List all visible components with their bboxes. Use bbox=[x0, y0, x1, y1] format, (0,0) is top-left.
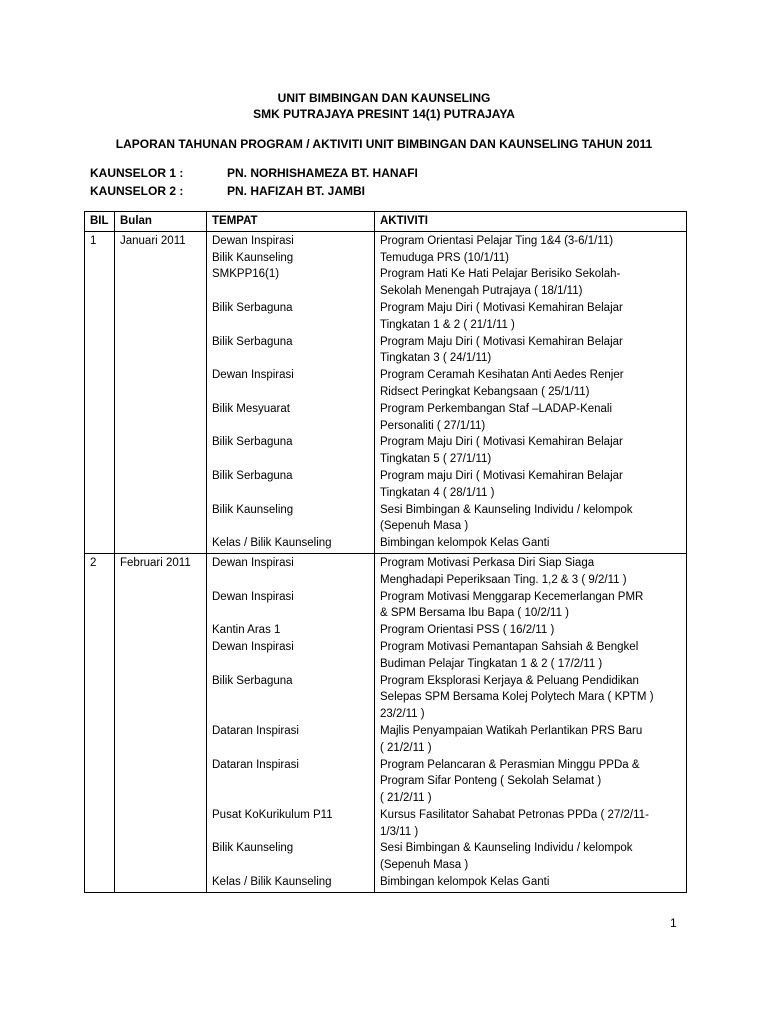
aktiviti-line: Ridsect Peringkat Kebangsaan ( 25/1/11) bbox=[380, 385, 590, 398]
tempat-line bbox=[212, 740, 369, 757]
aktiviti-line: Tingkatan 4 ( 28/1/11 ) bbox=[380, 486, 495, 499]
aktiviti-line: Menghadapi Peperiksaan Ting. 1,2 & 3 ( 9/2/11 ) bbox=[380, 573, 627, 586]
aktiviti-cell bbox=[375, 553, 687, 892]
aktiviti-line: (Sepenuh Masa ) bbox=[380, 859, 469, 872]
tempat-line bbox=[212, 485, 369, 502]
tempat-line: Dewan Inspirasi bbox=[212, 369, 294, 382]
aktiviti-line: Temuduga PRS (10/1/11) bbox=[380, 251, 509, 264]
bil-cell: 2 bbox=[85, 553, 115, 892]
tempat-line: Bilik Serbaguna bbox=[212, 301, 293, 314]
tempat-line: Dataran Inspirasi bbox=[212, 758, 299, 771]
col-header-aktiviti: AKTIVITI bbox=[375, 212, 687, 232]
tempat-line bbox=[212, 790, 369, 807]
aktiviti-line: (Sepenuh Masa ) bbox=[380, 520, 469, 533]
table-row bbox=[85, 231, 687, 553]
aktiviti-line: Program Motivasi Pemantapan Sahsiah & Bengkel bbox=[380, 640, 639, 653]
table-row bbox=[85, 553, 687, 892]
tempat-line: Pusat KoKurikulum P11 bbox=[212, 808, 333, 821]
aktiviti-line: Tingkatan 1 & 2 ( 21/1/11 ) bbox=[380, 318, 515, 331]
aktiviti-line: Program Maju Diri ( Motivasi Kemahiran Belajar bbox=[380, 335, 623, 348]
tempat-line: Bilik Serbaguna bbox=[212, 469, 293, 482]
aktiviti-line: Sesi Bimbingan & Kaunseling Individu / kelompok bbox=[380, 842, 633, 855]
tempat-line: Bilik Serbaguna bbox=[212, 335, 293, 348]
tempat-line bbox=[212, 824, 369, 841]
aktiviti-cell bbox=[375, 231, 687, 553]
table-header-row bbox=[85, 212, 687, 232]
tempat-line bbox=[212, 656, 369, 673]
aktiviti-line: 1/3/11 ) bbox=[380, 825, 419, 838]
counsellor-2-name: PN. HAFIZAH BT. JAMBI bbox=[227, 184, 365, 198]
aktiviti-line: Tingkatan 5 ( 27/1/11) bbox=[380, 453, 492, 466]
tempat-line bbox=[212, 857, 369, 874]
tempat-line: Kelas / Bilik Kaunseling bbox=[212, 537, 332, 550]
tempat-line: Dataran Inspirasi bbox=[212, 724, 299, 737]
tempat-line: Bilik Kaunseling bbox=[212, 842, 294, 855]
tempat-line: Bilik Serbaguna bbox=[212, 436, 293, 449]
tempat-line: Bilik Mesyuarat bbox=[212, 402, 290, 415]
col-header-bil: BIL bbox=[85, 212, 115, 232]
aktiviti-line: Program Maju Diri ( Motivasi Kemahiran Belajar bbox=[380, 301, 623, 314]
tempat-line bbox=[212, 384, 369, 401]
tempat-line bbox=[212, 451, 369, 468]
tempat-cell bbox=[207, 553, 375, 892]
page-number: 1 bbox=[670, 916, 677, 930]
aktiviti-line: Personaliti ( 27/1/11) bbox=[380, 419, 486, 432]
col-header-bulan: Bulan bbox=[115, 212, 207, 232]
tempat-line: Dewan Inspirasi bbox=[212, 640, 294, 653]
tempat-line bbox=[212, 605, 369, 622]
aktiviti-line: Tingkatan 3 ( 24/1/11) bbox=[380, 352, 492, 365]
aktiviti-line: Program Motivasi Menggarap Kecemerlangan PMR bbox=[380, 590, 644, 603]
report-title: LAPORAN TAHUNAN PROGRAM / AKTIVITI UNIT BIMBINGAN DAN KAUNSELING TAHUN 2011 bbox=[115, 137, 653, 151]
counsellor-1-label: KAUNSELOR 1 : bbox=[90, 166, 184, 180]
aktiviti-line: ( 21/2/11 ) bbox=[380, 741, 432, 754]
tempat-line: Kantin Aras 1 bbox=[212, 624, 281, 637]
aktiviti-line: & SPM Bersama Ibu Bapa ( 10/2/11 ) bbox=[380, 607, 569, 620]
aktiviti-line: Program Pelancaran & Perasmian Minggu PPDa & bbox=[380, 758, 640, 771]
tempat-line bbox=[212, 317, 369, 334]
tempat-line: SMKPP16(1) bbox=[212, 268, 280, 281]
tempat-line bbox=[212, 518, 369, 535]
tempat-line bbox=[212, 350, 369, 367]
tempat-line: Bilik Kaunseling bbox=[212, 503, 294, 516]
tempat-line: Dewan Inspirasi bbox=[212, 590, 294, 603]
tempat-line: Bilik Serbaguna bbox=[212, 674, 293, 687]
aktiviti-line: Program maju Diri ( Motivasi Kemahiran Belajar bbox=[380, 469, 623, 482]
tempat-line: Kelas / Bilik Kaunseling bbox=[212, 876, 332, 889]
tempat-cell bbox=[207, 231, 375, 553]
tempat-line bbox=[212, 283, 369, 300]
unit-title: UNIT BIMBINGAN DAN KAUNSELING bbox=[277, 91, 491, 105]
tempat-line bbox=[212, 689, 369, 706]
aktiviti-line: Kursus Fasilitator Sahabat Petronas PPDa ( 27/2/11- bbox=[380, 808, 649, 821]
counsellor-1-name: PN. NORHISHAMEZA BT. HANAFI bbox=[227, 166, 418, 180]
bil-cell: 1 bbox=[85, 231, 115, 553]
tempat-line bbox=[212, 773, 369, 790]
activity-table bbox=[84, 211, 687, 893]
tempat-line bbox=[212, 418, 369, 435]
aktiviti-line: Program Orientasi PSS ( 16/2/11 ) bbox=[380, 624, 555, 637]
aktiviti-line: 23/2/11 ) bbox=[380, 708, 425, 721]
col-header-tempat: TEMPAT bbox=[207, 212, 375, 232]
aktiviti-line: Bimbingan kelompok Kelas Ganti bbox=[380, 876, 550, 889]
aktiviti-line: Selepas SPM Bersama Kolej Polytech Mara ( KPTM ) bbox=[380, 691, 654, 704]
bulan-cell: Januari 2011 bbox=[115, 231, 207, 553]
tempat-line bbox=[212, 706, 369, 723]
counsellor-2-label: KAUNSELOR 2 : bbox=[90, 184, 184, 198]
aktiviti-line: Program Motivasi Perkasa Diri Siap Siaga bbox=[380, 556, 595, 569]
aktiviti-line: Program Hati Ke Hati Pelajar Berisiko Sekolah- bbox=[380, 268, 621, 281]
aktiviti-line: ( 21/2/11 ) bbox=[380, 792, 432, 805]
aktiviti-line: Sekolah Menengah Putrajaya ( 18/1/11) bbox=[380, 285, 583, 298]
bulan-cell: Februari 2011 bbox=[115, 553, 207, 892]
aktiviti-line: Program Ceramah Kesihatan Anti Aedes Renjer bbox=[380, 369, 624, 382]
tempat-line bbox=[212, 572, 369, 589]
tempat-line: Dewan Inspirasi bbox=[212, 556, 294, 569]
aktiviti-line: Program Maju Diri ( Motivasi Kemahiran Belajar bbox=[380, 436, 623, 449]
school-name: SMK PUTRAJAYA PRESINT 14(1) PUTRAJAYA bbox=[253, 107, 515, 121]
aktiviti-line: Sesi Bimbingan & Kaunseling Individu / kelompok bbox=[380, 503, 633, 516]
aktiviti-line: Program Orientasi Pelajar Ting 1&4 (3-6/1/11) bbox=[380, 234, 614, 247]
aktiviti-line: Majlis Penyampaian Watikah Perlantikan PRS Baru bbox=[380, 724, 643, 737]
aktiviti-line: Program Eksplorasi Kerjaya & Peluang Pendidikan bbox=[380, 674, 639, 687]
aktiviti-line: Program Sifar Ponteng ( Sekolah Selamat ) bbox=[380, 775, 602, 788]
aktiviti-line: Budiman Pelajar Tingkatan 1 & 2 ( 17/2/11 ) bbox=[380, 657, 603, 670]
tempat-line: Dewan Inspirasi bbox=[212, 234, 294, 247]
tempat-line: Bilik Kaunseling bbox=[212, 251, 294, 264]
aktiviti-line: Bimbingan kelompok Kelas Ganti bbox=[380, 537, 550, 550]
aktiviti-line: Program Perkembangan Staf –LADAP-Kenali bbox=[380, 402, 613, 415]
